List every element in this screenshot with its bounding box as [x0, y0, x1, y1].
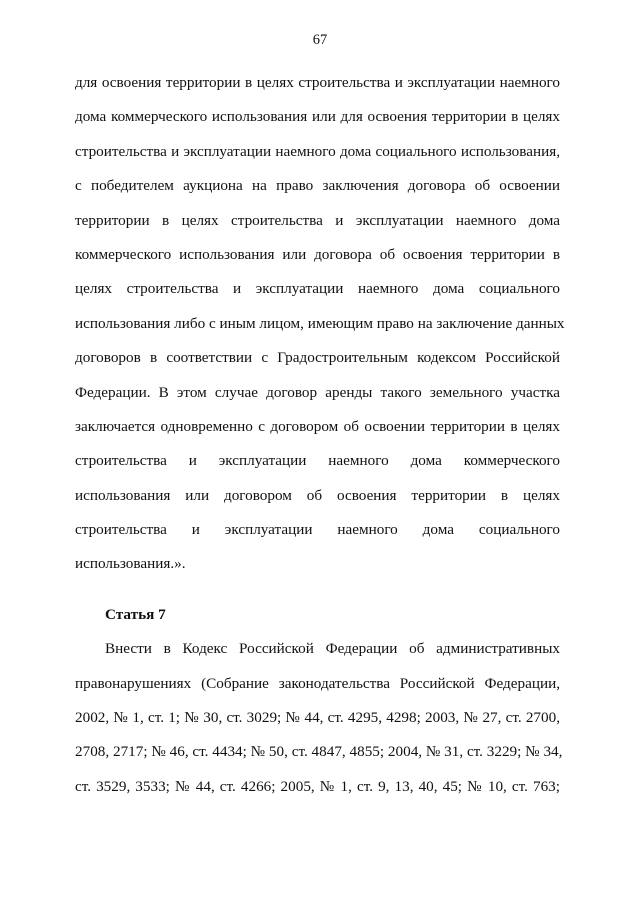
document-body	[75, 66, 565, 804]
text-line: Внести в Кодекс Российской Федерации об административных	[105, 640, 560, 658]
text-line: 2002, № 1, ст. 1; № 30, ст. 3029; № 44, ст. 4295, 4298; 2003, № 27, ст. 2700,	[75, 709, 560, 727]
text-line: коммерческого использования или договора об освоения территории в	[75, 245, 560, 263]
text-line: 2708, 2717; № 46, ст. 4434; № 50, ст. 4847, 4855; 2004, № 31, ст. 3229; № 34,	[75, 743, 563, 761]
text-line: строительства и эксплуатации наемного дома социального использования,	[75, 142, 560, 160]
paragraph-continuation	[75, 66, 565, 582]
text-line: дома коммерческого использования или для освоения территории в целях	[75, 108, 560, 126]
text-line: территории в целях строительства и эксплуатации наемного дома	[75, 211, 560, 229]
article-heading: Статья 7	[105, 605, 166, 623]
text-line: с победителем аукциона на право заключения договора об освоении	[75, 177, 560, 195]
text-line: целях строительства и эксплуатации наемного дома социального	[75, 280, 560, 298]
text-line: строительства и эксплуатации наемного дома коммерческого	[75, 452, 560, 470]
text-line: строительства и эксплуатации наемного дома социального	[75, 521, 560, 539]
text-line: заключается одновременно с договором об освоении территории в целях	[75, 417, 560, 435]
text-line: правонарушениях (Собрание законодательства Российской Федерации,	[75, 674, 560, 692]
article-paragraph	[75, 632, 563, 804]
page-number: 67	[312, 32, 328, 48]
text-line: Федерации. В этом случае договор аренды такого земельного участка	[75, 383, 560, 401]
text-line: использования либо с иным лицом, имеющим право на заключение данных	[75, 314, 565, 332]
text-line: использования или договором об освоения территории в целях	[75, 486, 560, 504]
text-line: договоров в соответствии с Градостроительным кодексом Российской	[75, 349, 560, 367]
text-line: использования.».	[75, 555, 186, 573]
text-line: для освоения территории в целях строительства и эксплуатации наемного	[75, 74, 560, 91]
text-line: ст. 3529, 3533; № 44, ст. 4266; 2005, № 1, ст. 9, 13, 40, 45; № 10, ст. 763;	[75, 777, 560, 795]
